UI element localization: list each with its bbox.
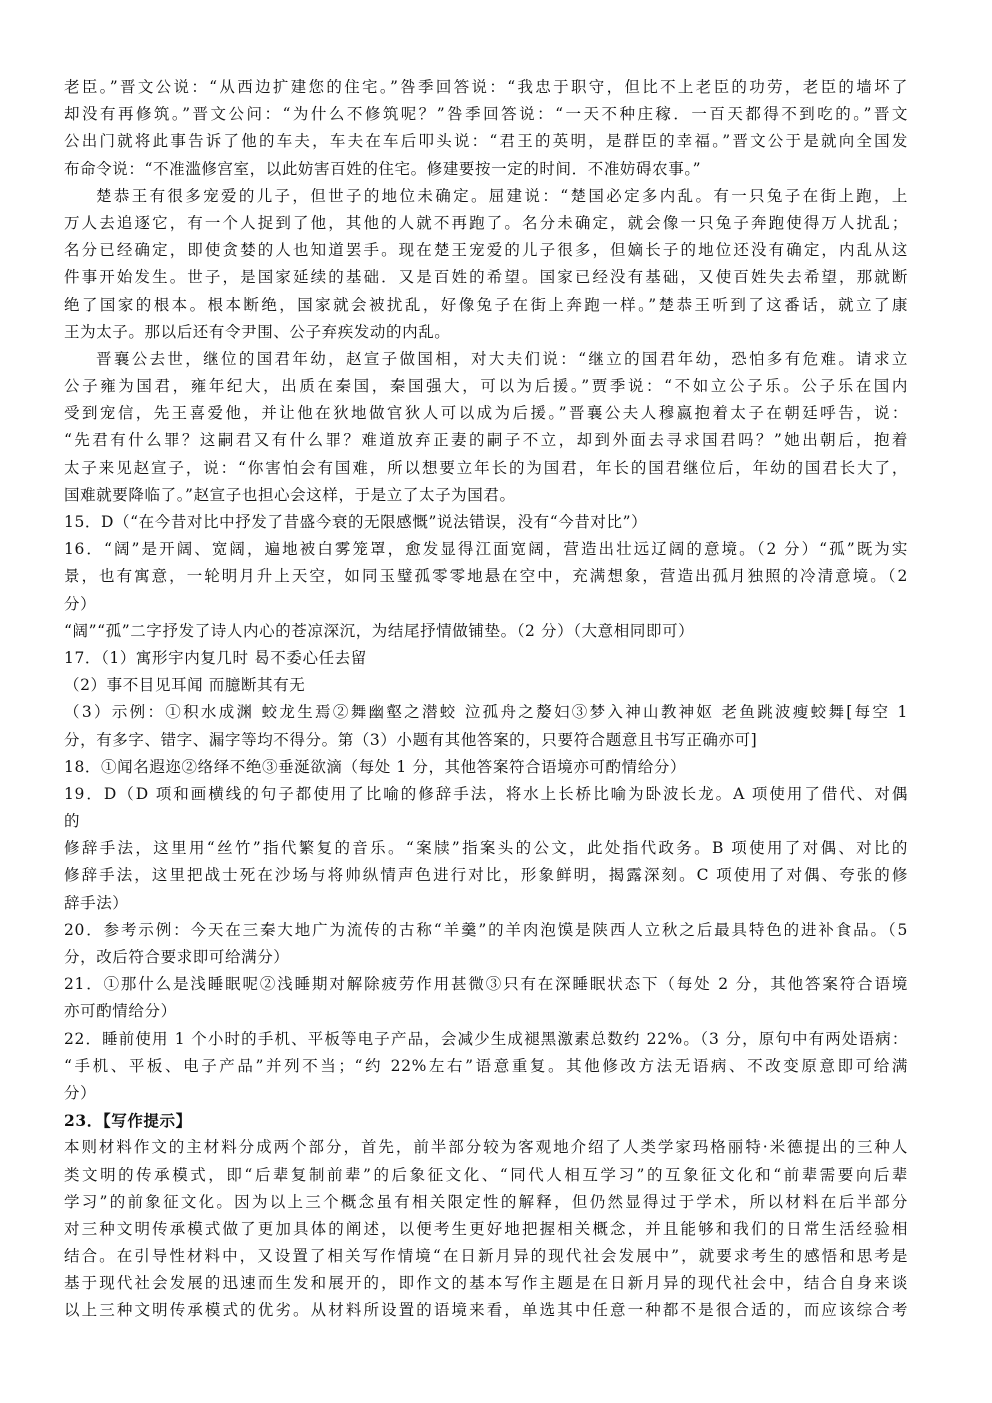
text-line: 22．睡前使用 1 个小时的手机、平板等电子产品，会减少生成褪黑激素总数约 22%。（3 分，原句中有两处语病：	[64, 1029, 908, 1048]
text-line: 分）	[64, 1083, 97, 1102]
text-line: 23．【写作提示】	[64, 1111, 192, 1131]
text-line: 却没有再修筑。”晋文公问：“为什么不修筑呢？”咎季回答说：“一天不种庄稼．一百天都得不到吃的。”晋文	[64, 105, 908, 124]
text-line: 受到宠信，先王喜爱他，并让他在狄地做官狄人可以成为后援。”晋襄公夫人穆嬴抱着太子在朝廷呼告，说：	[64, 404, 908, 423]
text-line: 修辞手法，这里用“丝竹”指代繁复的音乐。“案牍”指案头的公文，此处指代政务。B 项使用了对偶、对比的	[64, 839, 908, 858]
text-line: “先君有什么罪？这嗣君又有什么罪？难道放弃正妻的嗣子不立，却到外面去寻求国君吗？”她出朝后，抱着	[64, 431, 908, 450]
text-line: 件事开始发生。世子，是国家延续的基础．又是百姓的希望。国家已经没有基础，又使百姓失去希望，那就断	[64, 268, 908, 287]
text-line: 15．D（“在今昔对比中抒发了昔盛今衰的无限感慨”说法错误，没有“今昔对比”）	[64, 513, 648, 531]
text-line: 21．①那什么是浅睡眠呢②浅睡期对解除疲劳作用甚微③只有在深睡眠状态下（每处 2 分，其他答案符合语境	[64, 975, 908, 994]
text-line: 晋襄公去世，继位的国君年幼，赵宣子做国相，对大夫们说：“继立的国君年幼，恐怕多有危难。请求立	[96, 349, 908, 368]
text-line: 结合。在引导性材料中，又设置了相关写作情境“在日新月异的现代社会发展中”，就要求考生的感悟和思考是	[64, 1247, 908, 1266]
text-line: 老臣。”晋文公说：“从西边扩建您的住宅。”咎季回答说：“我忠于职守，但比不上老臣的功劳，老臣的墙坏了	[64, 78, 908, 96]
text-line: 的	[64, 812, 81, 831]
text-line: “阔”“孤”二字抒发了诗人内心的苍凉深沉，为结尾抒情做铺垫。（2 分）（大意相同即可）	[64, 621, 695, 640]
text-line: 学习”的前象征文化。因为以上三个概念虽有相关限定性的解释，但仍然显得过于学术，所以材料在后半部分	[64, 1192, 908, 1211]
text-line: 对三种文明传承模式做了更加具体的阐述，以便考生更好地把握相关概念，并且能够和我们的日常生活经验相	[64, 1219, 908, 1238]
text-line: 国难就要降临了。”赵宣子也担心会这样，于是立了太子为国君。	[64, 485, 516, 504]
text-line: 以上三种文明传承模式的优劣。从材料所设置的语境来看，单选其中任意一种都不是很合适的，而应该综合考	[64, 1301, 908, 1320]
text-line: 景，也有寓意，一轮明月升上天空，如同玉璧孤零零地悬在空中，充满想象，营造出孤月独照的冷清意境。（2	[64, 567, 908, 586]
text-line: 分）	[64, 594, 97, 613]
text-line: 布命令说：“不准滥修宫室，以此妨害百姓的住宅。修建要按一定的时间．不准妨碍农事。”	[64, 159, 702, 178]
text-line: 亦可酌情给分）	[64, 1002, 177, 1021]
text-line: 19．D（D 项和画横线的句子都使用了比喻的修辞手法，将水上长桥比喻为卧波长龙。A 项使用了借代、对偶	[64, 784, 908, 803]
text-line: 18．①闻名遐迩②络绎不绝③垂涎欲滴（每处 1 分，其他答案符合语境亦可酌情给分）	[64, 757, 687, 776]
text-line: 公出门就将此事告诉了他的车夫，车夫在车后叩头说：“君王的英明，是群臣的幸福。”晋文公于是就向全国发	[64, 132, 908, 151]
text-line: 修辞手法，这里把战士死在沙场与将帅纵情声色进行对比，形象鲜明，揭露深刻。C 项使用了对偶、夸张的修	[64, 866, 908, 885]
text-line: 类文明的传承模式，即“后辈复制前辈”的后象征文化、“同代人相互学习”的互象征文化和“前辈需要向后辈	[64, 1165, 908, 1184]
text-line: （2）事不目见耳闻 而臆断其有无	[64, 676, 306, 695]
text-line: 本则材料作文的主材料分成两个部分，首先，前半部分较为客观地介绍了人类学家玛格丽特·米德提出的三种人	[64, 1138, 908, 1157]
text-line: 楚恭王有很多宠爱的儿子，但世子的地位未确定。屈建说：“楚国必定多内乱。有一只兔子在街上跑，上	[96, 186, 908, 205]
text-line: “手机、平板、电子产品”并列不当；“约 22%左右”语意重复。其他修改方法无语病、不改变原意即可给满	[64, 1056, 908, 1075]
text-line: 20．参考示例：今天在三秦大地广为流传的古称“羊羹”的羊肉泡馍是陕西人立秋之后最具特色的进补食品。（5	[64, 920, 908, 939]
text-line: 辞手法）	[64, 893, 129, 912]
text-line: 太子来见赵宣子，说：“你害怕会有国难，所以想要立年长的为国君，年长的国君继位后，年幼的国君长大了，	[64, 458, 908, 477]
text-line: 17．（1）寓形宇内复几时 曷不委心任去留	[64, 648, 367, 667]
text-line: 万人去追逐它，有一个人捉到了他，其他的人就不再跑了。名分未确定，就会像一只兔子奔跑使得万人扰乱；	[64, 213, 908, 232]
text-line: 王为太子。那以后还有令尹围、公子弃疾发动的内乱。	[64, 322, 451, 341]
text-line: 16．“阔”是开阔、宽阔，遍地被白雾笼罩，愈发显得江面宽阔，营造出壮远辽阔的意境。（2 分）“孤”既为实	[64, 540, 908, 559]
text-line: 公子雍为国君，雍年纪大，出质在秦国，秦国强大，可以为后援。”贾季说：“不如立公子乐。公子乐在国内	[64, 377, 908, 396]
text-line: 分，改后符合要求即可给满分）	[64, 948, 290, 966]
text-line: 基于现代社会发展的迅速而生发和展开的，即作文的基本写作主题是在日新月异的现代社会中，结合自身来谈	[64, 1274, 908, 1293]
text-line: 绝了国家的根本。根本断绝，国家就会被扰乱，好像兔子在街上奔跑一样。”楚恭王听到了这番话，就立了康	[64, 295, 908, 314]
text-line: 分，有多字、错字、漏字等均不得分。第（3）小题有其他答案的，只要符合题意且书写正确亦可]	[64, 730, 758, 749]
text-line: 名分已经确定，即使贪婪的人也知道罢手。现在楚王宠爱的儿子很多，但嫡长子的地位还没有确定，内乱从这	[64, 241, 908, 260]
text-line: （3）示例：①积水成渊 蛟龙生焉②舞幽壑之潜蛟 泣孤舟之嫠妇③梦入神山教神妪 老鱼跳波瘦蛟舞[每空 1	[64, 703, 908, 722]
